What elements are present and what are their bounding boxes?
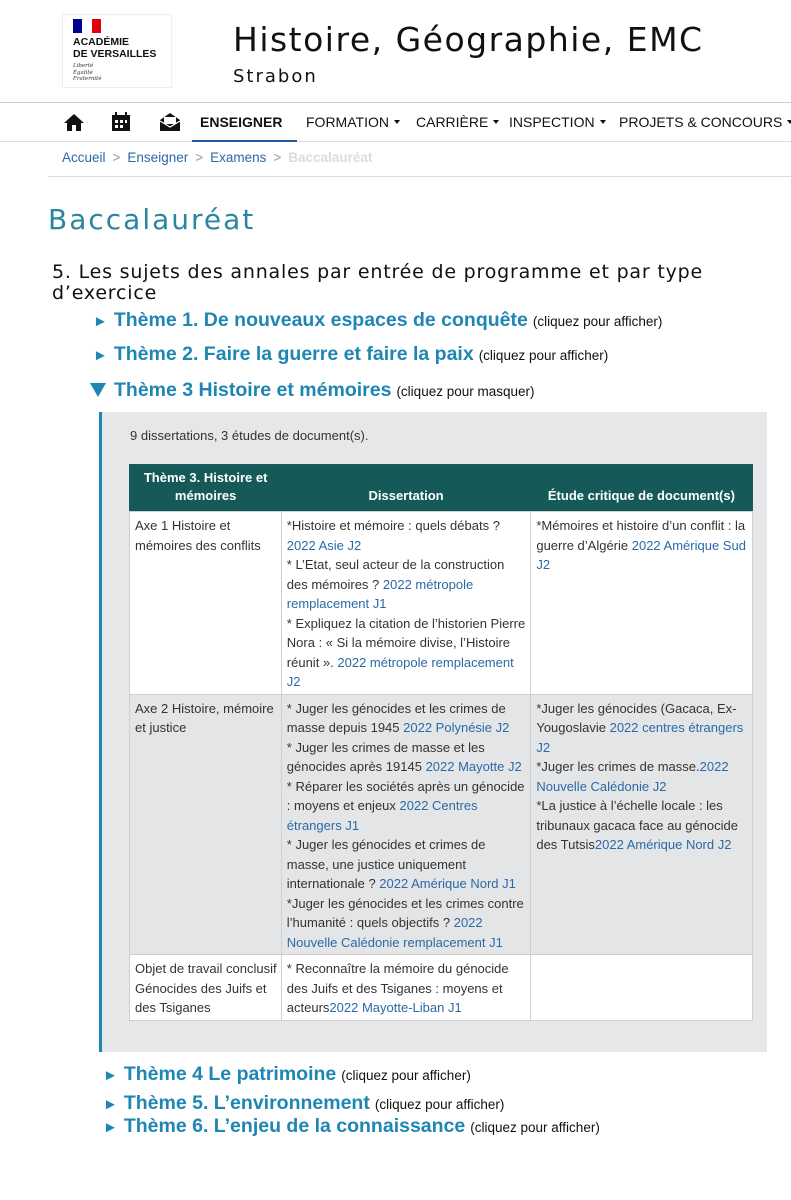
expand-arrow-icon: ► (93, 313, 108, 330)
subject-link[interactable]: 2022 métropole remplacement J2 (286, 654, 514, 689)
caret-down-icon (787, 120, 791, 124)
site-header (0, 0, 791, 102)
nav-inspection[interactable]: INSPECTION (509, 103, 606, 142)
expand-arrow-icon: ► (103, 1067, 118, 1084)
breadcrumb-separator: > (112, 150, 121, 165)
subject-text: *Juger les génocides et les crimes contre l’humanité : quels objectifs ? (286, 895, 524, 930)
calendar-icon[interactable] (110, 112, 132, 132)
theme-4-toggle[interactable] (103, 1063, 471, 1086)
section-title: 5. Les sujets des annales par entrée de programme et par type d’exercice (52, 261, 703, 304)
table-header: Dissertation (281, 465, 531, 512)
subject-text: *Juger les crimes de masse. (536, 759, 700, 774)
caret-down-icon (600, 120, 606, 124)
dissertation-cell (281, 955, 531, 1021)
axe-cell: Axe 1 Histoire et mémoires des conflits (130, 512, 282, 695)
expand-arrow-icon: ► (93, 347, 108, 364)
theme-title: Thème 6. L’enjeu de la connaissance (123, 1115, 466, 1137)
breadcrumb-separator: > (195, 150, 204, 165)
subject-text: * Reconnaître la mémoire du génocide des Juifs et des Tsiganes : moyens et acteurs (286, 961, 509, 1015)
table-row (130, 955, 753, 1021)
dissertation-cell (281, 512, 531, 695)
breadcrumb (62, 150, 372, 165)
nav-formation[interactable]: FORMATION (306, 103, 400, 142)
subject-link[interactable]: 2022 Amérique Sud J2 (536, 537, 746, 572)
subject-text: * Juger les génocides et crimes de masse, une justice uniquement internationale ? (286, 837, 486, 891)
flag-icon (73, 19, 101, 33)
subject-text: *Mémoires et histoire d’un conflit : la guerre d’Algérie (536, 518, 746, 553)
axe-cell: Objet de travail conclusif Génocides des Juifs et des Tsiganes (130, 955, 282, 1021)
theme-3-toggle[interactable] (90, 379, 535, 402)
subject-link[interactable]: 2022 Amérique Nord J2 (594, 837, 732, 852)
divider (48, 176, 791, 177)
home-icon[interactable] (63, 112, 85, 132)
subject-link[interactable]: 2022 Nouvelle Calédonie J2 (536, 759, 729, 794)
theme-hint: (cliquez pour afficher) (532, 314, 663, 329)
subject-link[interactable]: 2022 Mayotte-Liban J1 (329, 1000, 462, 1015)
theme-hint: (cliquez pour afficher) (341, 1068, 471, 1083)
subject-link[interactable]: 2022 Centres étrangers J1 (286, 798, 478, 833)
table-header: Thème 3. Histoire et mémoires (130, 465, 282, 512)
expand-arrow-icon: ► (103, 1119, 118, 1136)
subject-link[interactable]: 2022 Polynésie J2 (403, 720, 510, 735)
logo-motto: Liberté Égalité Fraternité (73, 63, 102, 82)
theme-title: Thème 2. Faire la guerre et faire la paix (113, 343, 474, 365)
nav-carriere[interactable]: CARRIÈRE (416, 103, 499, 142)
breadcrumb-current: Baccalauréat (288, 150, 373, 165)
theme-title: Thème 4 Le patrimoine (123, 1063, 337, 1085)
breadcrumb-accueil[interactable]: Accueil (62, 150, 106, 165)
main-nav (0, 102, 791, 142)
theme-hint: (cliquez pour masquer) (396, 384, 535, 399)
table-header: Étude critique de document(s) (531, 465, 753, 512)
subject-link[interactable]: 2022 Nouvelle Calédonie remplacement J1 (286, 915, 503, 950)
subject-text: * Juger les génocides et les crimes de masse depuis 1945 (286, 700, 506, 735)
theme-hint: (cliquez pour afficher) (478, 348, 609, 363)
subject-link[interactable]: 2022 Asie J2 (286, 537, 362, 553)
theme-title: Thème 5. L’environnement (123, 1092, 370, 1114)
subject-link[interactable]: 2022 Mayotte J2 (425, 759, 522, 774)
theme-hint: (cliquez pour afficher) (470, 1120, 600, 1135)
site-subtitle: Strabon (233, 66, 318, 87)
breadcrumb-enseigner[interactable]: Enseigner (127, 150, 189, 165)
subject-text: *La justice à l’échelle locale : les tribunaux gacaca face au génocide des Tutsis (536, 798, 738, 852)
panel-summary: 9 dissertations, 3 études de document(s). (130, 428, 369, 443)
subject-link[interactable]: 2022 métropole remplacement J1 (286, 576, 474, 611)
subject-text: * Expliquez la citation de l’historien Pierre Nora : « Si la mémoire divise, l’Histoire réunit ». (286, 615, 526, 670)
dissertation-cell (281, 694, 531, 955)
etude-cell (531, 955, 753, 1021)
site-title[interactable]: Histoire, Géographie, EMC (233, 20, 704, 59)
theme-2-toggle[interactable] (93, 343, 608, 366)
etude-cell (531, 512, 753, 695)
caret-down-icon (493, 120, 499, 124)
nav-projets-concours[interactable]: PROJETS & CONCOURS (619, 103, 791, 142)
theme-1-toggle[interactable] (93, 309, 662, 332)
table-row (130, 694, 753, 955)
nav-enseigner[interactable]: ENSEIGNER (192, 103, 297, 142)
table-header-row (130, 465, 753, 512)
page-title: Baccalauréat (48, 203, 256, 236)
subject-text: *Histoire et mémoire : quels débats ? (286, 518, 500, 533)
subjects-table (129, 464, 753, 1021)
expand-arrow-icon: ► (103, 1096, 118, 1113)
theme-3-panel (99, 412, 767, 1052)
subject-text: *Juger les génocides (Gacaca, Ex-Yougoslavie (536, 700, 737, 735)
subject-link[interactable]: 2022 Amérique Nord J1 (379, 876, 516, 891)
theme-5-toggle[interactable] (103, 1092, 504, 1115)
subject-text: * L’Etat, seul acteur de la construction des mémoires ? (286, 557, 505, 592)
theme-title: Thème 3 Histoire et mémoires (114, 379, 392, 401)
mail-icon[interactable] (159, 112, 181, 132)
academie-logo[interactable] (62, 14, 172, 88)
breadcrumb-separator: > (273, 150, 282, 165)
theme-title: Thème 1. De nouveaux espaces de conquête (113, 309, 528, 331)
subject-link[interactable]: 2022 centres étrangers J2 (536, 720, 744, 755)
collapse-arrow-icon (90, 383, 106, 397)
theme-6-toggle[interactable] (103, 1115, 600, 1138)
logo-title: ACADÉMIE DE VERSAILLES (73, 36, 157, 60)
subject-text: * Juger les crimes de masse et les génocides après 19145 (286, 739, 485, 774)
table-row (130, 512, 753, 695)
caret-down-icon (394, 120, 400, 124)
theme-hint: (cliquez pour afficher) (374, 1097, 505, 1112)
subject-text: * Réparer les sociétés après un génocide : moyens et enjeux (286, 778, 525, 813)
etude-cell (531, 694, 753, 955)
axe-cell: Axe 2 Histoire, mémoire et justice (130, 694, 282, 955)
breadcrumb-examens[interactable]: Examens (210, 150, 267, 165)
